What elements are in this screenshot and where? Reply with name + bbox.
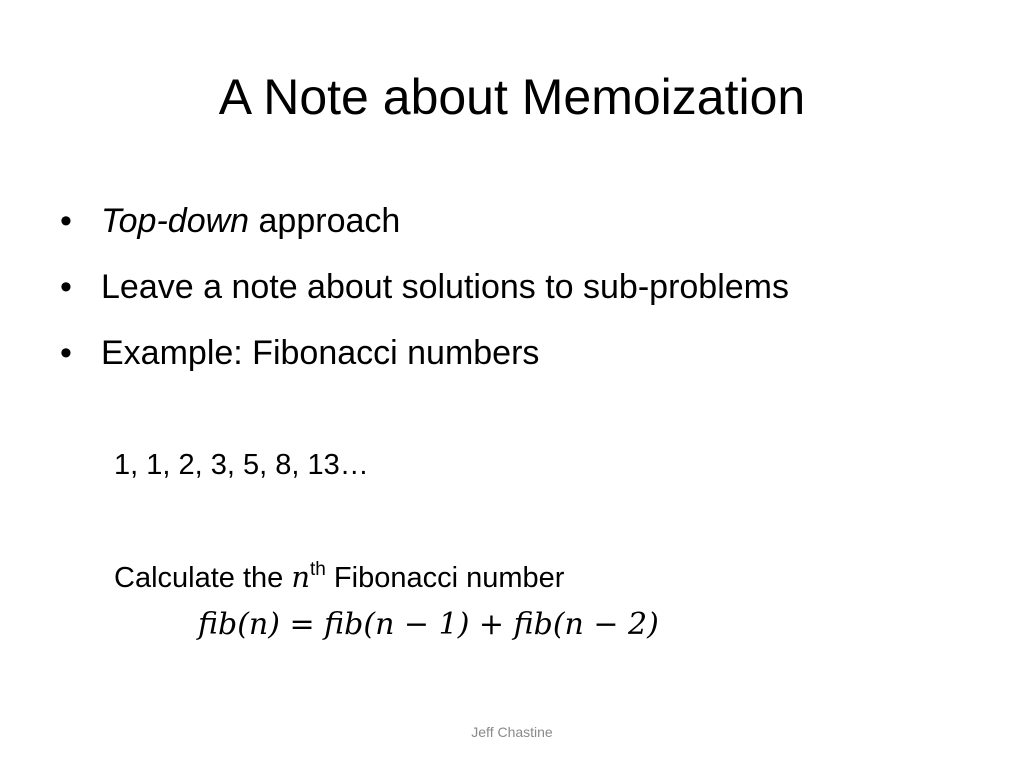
- bullet-text: Leave a note about solutions to sub-problems: [101, 268, 790, 306]
- calculate-statement: [114, 556, 564, 599]
- bullet-emphasis: Top-down: [101, 202, 250, 240]
- bullet-item-top-down: [60, 188, 1000, 254]
- fibonacci-sequence: 1, 1, 2, 3, 5, 8, 13…: [114, 449, 369, 481]
- calculate-variable: n: [291, 560, 311, 594]
- slide-footer-author: Jeff Chastine: [471, 724, 553, 740]
- bullet-marker: •: [60, 202, 72, 240]
- bullet-marker: •: [60, 334, 72, 372]
- fibonacci-formula: fib(n) = fib(n − 1) + fib(n − 2): [198, 607, 659, 642]
- bullet-text: approach: [249, 202, 401, 240]
- calculate-prefix: Calculate the: [114, 562, 292, 594]
- bullet-marker: •: [60, 268, 72, 306]
- calculate-superscript: th: [310, 559, 326, 580]
- calculate-suffix: Fibonacci number: [325, 562, 565, 594]
- bullet-list: [60, 188, 1000, 386]
- bullet-text: Example: Fibonacci numbers: [101, 334, 540, 372]
- bullet-item-leave-note: [60, 254, 1000, 320]
- bullet-item-example: [60, 320, 1000, 386]
- slide-title: A Note about Memoization: [218, 69, 806, 125]
